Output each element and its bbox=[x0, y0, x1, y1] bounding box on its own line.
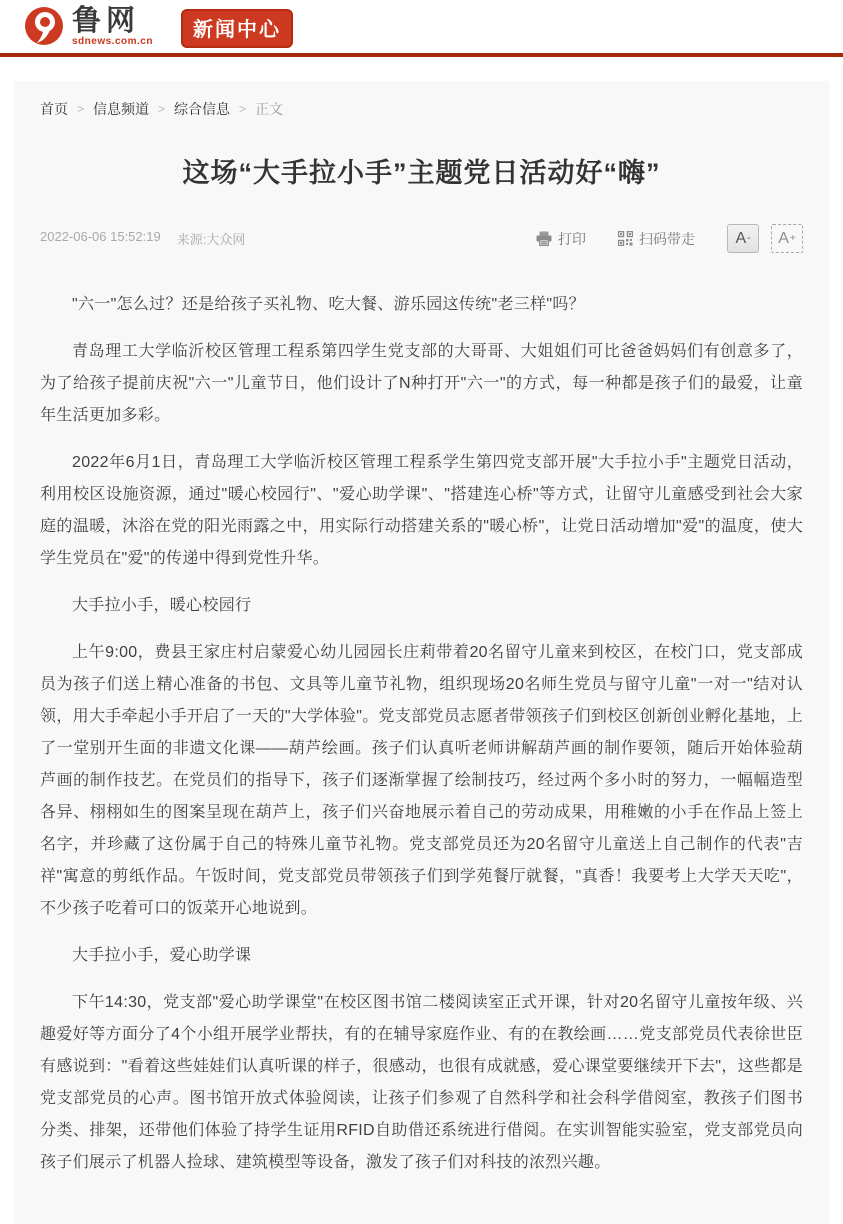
breadcrumb-separator: > bbox=[239, 102, 247, 116]
font-larger-button[interactable] bbox=[771, 224, 803, 253]
article-meta-row bbox=[40, 224, 803, 253]
qr-code-icon bbox=[618, 231, 633, 246]
article-source: 来源:大众网 bbox=[176, 232, 246, 247]
breadcrumb-home[interactable]: 首页 bbox=[40, 101, 68, 117]
header-divider bbox=[0, 53, 843, 57]
breadcrumb-general-info[interactable]: 综合信息 bbox=[174, 101, 231, 117]
article-body bbox=[40, 289, 803, 1179]
article-paragraph: 上午9:00，费县王家庄村启蒙爱心幼儿园园长庄莉带着20名留守儿童来到校区，在校门口，党支部成员为孩子们送上精心准备的书包、文具等儿童节礼物，组织现场20名师生党员与留守儿童"一对一"结对认领，用大手牵起小手开启了一天的"大学体验"。党支部党员志愿者带领孩子们到校区创新创业孵化基地，上了一堂别开生面的非遗文化课——葫芦绘画。孩子们认真听老师讲解葫芦画的制作要领，随后开始体验葫芦画的制作技艺。在党员们的指导下，孩子们逐渐掌握了绘制技巧，经过两个多小时的努力，一幅幅造型各异、栩栩如生的图案呈现在葫芦上，孩子们兴奋地展示着自己的劳动成果，用稚嫩的小手在作品上签上名字，并珍藏了这份属于自己的特殊儿童节礼物。党支部党员还为20名留守儿童送上自己制作的代表"吉祥"寓意的剪纸作品。午饭时间，党支部党员带领孩子们到学苑餐厅就餐，"真香！我要考上大学天天吃"，不少孩子吃着可口的饭菜开心地说到。 bbox=[40, 644, 803, 917]
section-subheading: 大手拉小手，爱心助学课 bbox=[72, 947, 252, 964]
font-smaller-button[interactable] bbox=[727, 224, 759, 253]
scan-qr-button[interactable] bbox=[618, 229, 695, 249]
breadcrumb bbox=[40, 95, 803, 121]
luwang-logo-icon bbox=[24, 6, 64, 46]
breadcrumb-separator: > bbox=[77, 102, 85, 116]
site-domain: sdnews.com.cn bbox=[72, 36, 153, 47]
print-label: 打印 bbox=[558, 230, 586, 247]
section-subheading: 大手拉小手，暖心校园行 bbox=[72, 597, 252, 614]
breadcrumb-info-channel[interactable]: 信息频道 bbox=[93, 101, 150, 117]
site-logo[interactable] bbox=[24, 6, 153, 47]
news-center-badge[interactable]: 新闻中心 bbox=[181, 9, 293, 48]
site-name: 鲁网 bbox=[72, 5, 141, 37]
scan-label: 扫码带走 bbox=[639, 230, 695, 247]
breadcrumb-current: 正文 bbox=[255, 101, 284, 117]
breadcrumb-separator: > bbox=[158, 102, 166, 116]
article-paragraph: "六一"怎么过？还是给孩子买礼物、吃大餐、游乐园这传统"老三样"吗？ bbox=[72, 296, 585, 313]
article-paragraph: 青岛理工大学临沂校区管理工程系第四学生党支部的大哥哥、大姐姐们可比爸爸妈妈们有创意多了，为了给孩子提前庆祝"六一"儿童节日，他们设计了N种打开"六一"的方式，每一种都是孩子们的最爱，让童年生活更加多彩。 bbox=[40, 343, 803, 424]
font-smaller-sign: - bbox=[747, 233, 751, 244]
site-header bbox=[0, 0, 843, 53]
article-date: 2022-06-06 15:52:19 bbox=[40, 229, 161, 244]
printer-icon bbox=[536, 231, 552, 246]
print-button[interactable] bbox=[536, 229, 586, 249]
article-paragraph: 2022年6月1日，青岛理工大学临沂校区管理工程系学生第四党支部开展"大手拉小手"主题党日活动，利用校区设施资源，通过"暖心校园行"、"爱心助学课"、"搭建连心桥"等方式，让留守儿童感受到社会大家庭的温暖，沐浴在党的阳光雨露之中，用实际行动搭建关系的"暖心桥"，让党日活动增加"爱"的温度，使大学生党员在"爱"的传递中得到党性升华。 bbox=[40, 454, 803, 567]
article-title: 这场“大手拉小手”主题党日活动好“嗨” bbox=[182, 158, 661, 188]
font-larger-sign: + bbox=[789, 233, 796, 244]
font-larger-letter: A bbox=[778, 229, 789, 247]
font-smaller-letter: A bbox=[735, 229, 747, 247]
article-paragraph: 下午14:30，党支部"爱心助学课堂"在校区图书馆二楼阅读室正式开课，针对20名留守儿童按年级、兴趣爱好等方面分了4个小组开展学业帮扶，有的在辅导家庭作业、有的在教绘画……党支部党员代表徐世臣有感说到："看着这些娃娃们认真听课的样子，很感动，也很有成就感，爱心课堂要继续开下去"，这些都是党支部党员的心声。图书馆开放式体验阅读，让孩子们参观了自然科学和社会科学借阅室，教孩子们图书分类、排架，还带他们体验了持学生证用RFID自助借还系统进行借阅。在实训智能实验室，党支部党员向孩子们展示了机器人捡球、建筑模型等设备，激发了孩子们对科技的浓烈兴趣。 bbox=[40, 994, 803, 1171]
content-panel bbox=[14, 81, 829, 1224]
